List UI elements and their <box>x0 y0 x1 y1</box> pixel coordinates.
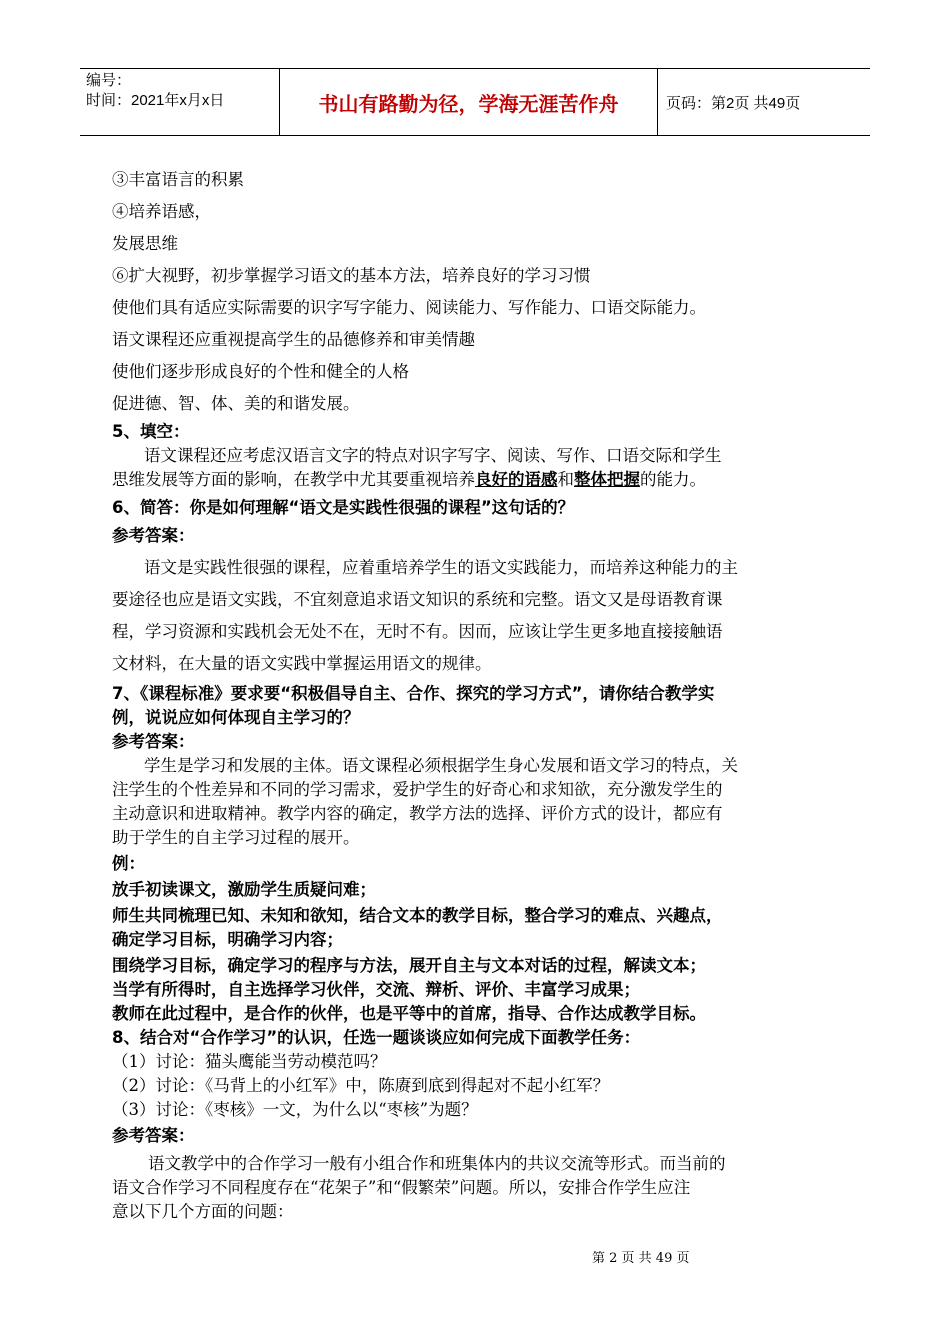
text-line: 语文合作学习不同程度存在“花架子”和“假繁荣”问题。所以，安排合作学生应注 <box>112 1178 691 1197</box>
sub-question: （1）讨论：猫头鹰能当劳动模范吗？ <box>112 1052 387 1071</box>
sub-question: （3）讨论：《枣核》一文，为什么以“枣核”为题？ <box>112 1100 478 1119</box>
example-line: 教师在此过程中，是合作的伙伴，也是平等中的首席，指导、合作达成教学目标。 <box>112 1004 706 1023</box>
text-line <box>112 466 706 490</box>
text-line: 文材料，在大量的语文实践中掌握运用语文的规律。 <box>112 654 492 673</box>
example-line: 师生共同梳理已知、未知和欲知，结合文本的教学目标，整合学习的难点、兴趣点， <box>112 906 723 925</box>
text-line: 学生是学习和发展的主体。语文课程必须根据学生身心发展和语文学习的特点，关 <box>144 756 738 775</box>
answer-label: 参考答案： <box>112 1126 195 1145</box>
question-heading: 8、结合对“合作学习”的认识，任选一题谈谈应如何完成下面教学任务： <box>112 1028 641 1047</box>
question-heading: 7、《课程标准》要求要“积极倡导自主、合作、探究的学习方式”，请你结合教学实 <box>112 684 715 703</box>
answer-blank: 良好的语感 <box>475 470 558 489</box>
text-line: 程，学习资源和实践机会无处不在，无时不有。因而，应该让学生更多地直接接触语 <box>112 622 723 641</box>
text-line: 注学生的个性差异和不同的学习需求，爱护学生的好奇心和求知欲，充分激发学生的 <box>112 780 723 799</box>
answer-label: 参考答案： <box>112 526 195 545</box>
example-line: 当学有所得时，自主选择学习伙伴，交流、辩析、评价、丰富学习成果； <box>112 980 640 999</box>
document-date: 时间：2021年x月x日 <box>86 92 225 109</box>
text-line: 语文是实践性很强的课程，应着重培养学生的语文实践能力，而培养这种能力的主 <box>144 558 738 577</box>
text-line: ③丰富语言的积累 <box>112 170 244 189</box>
text-line: 要途径也应是语文实践，不宜刻意追求语文知识的系统和完整。语文又是母语教育课 <box>112 590 723 609</box>
text-span: 和 <box>557 470 574 489</box>
example-line: 围绕学习目标，确定学习的程序与方法，展开自主与文本对话的过程，解读文本； <box>112 956 706 975</box>
footer-page-number: 第 2 页 共 49 页 <box>592 1251 690 1266</box>
example-line: 放手初读课文，激励学生质疑问难； <box>112 880 376 899</box>
text-line: 助于学生的自主学习过程的展开。 <box>112 828 360 847</box>
text-line: ④培养语感， <box>112 202 211 221</box>
text-line: 意以下几个方面的问题： <box>112 1202 294 1221</box>
text-line: 促进德、智、体、美的和谐发展。 <box>112 394 360 413</box>
question-heading: 5、填空： <box>112 422 190 441</box>
text-line: ⑥扩大视野，初步掌握学习语文的基本方法，培养良好的学习习惯 <box>112 266 591 285</box>
text-line: 语文课程还应重视提高学生的品德修养和审美情趣 <box>112 330 475 349</box>
page-header <box>80 68 870 136</box>
sub-question: （2）讨论：《马背上的小红军》中，陈赓到底到得起对不起小红军？ <box>112 1076 610 1095</box>
text-line: 使他们逐步形成良好的个性和健全的人格 <box>112 362 409 381</box>
text-line: 使他们具有适应实际需要的识字写字能力、阅读能力、写作能力、口语交际能力。 <box>112 298 706 317</box>
header-motto: 书山有路勤为径，学海无涯苦作舟 <box>280 69 658 135</box>
answer-label: 参考答案： <box>112 732 195 751</box>
answer-blank: 整体把握 <box>574 470 640 489</box>
document-number: 编号： <box>86 72 132 89</box>
text-line: 发展思维 <box>112 234 178 253</box>
text-line: 语文教学中的合作学习一般有小组合作和班集体内的共议交流等形式。而当前的 <box>148 1154 726 1173</box>
text-line: 主动意识和进取精神。教学内容的确定，教学方法的选择、评价方式的设计，都应有 <box>112 804 723 823</box>
header-meta <box>80 69 280 135</box>
text-span: 思维发展等方面的影响，在教学中尤其要重视培养 <box>112 470 475 489</box>
example-line: 确定学习目标，明确学习内容； <box>112 930 343 949</box>
question-heading: 6、简答：你是如何理解“语文是实践性很强的课程”这句话的？ <box>112 498 575 517</box>
question-heading: 例，说说应如何体现自主学习的？ <box>112 708 360 727</box>
text-line: 语文课程还应考虑汉语言文字的特点对识字写字、阅读、写作、口语交际和学生 <box>144 446 722 465</box>
example-label: 例： <box>112 854 145 873</box>
text-span: 的能力。 <box>640 470 706 489</box>
header-page-info: 页码：第2页 共49页 <box>666 94 801 112</box>
